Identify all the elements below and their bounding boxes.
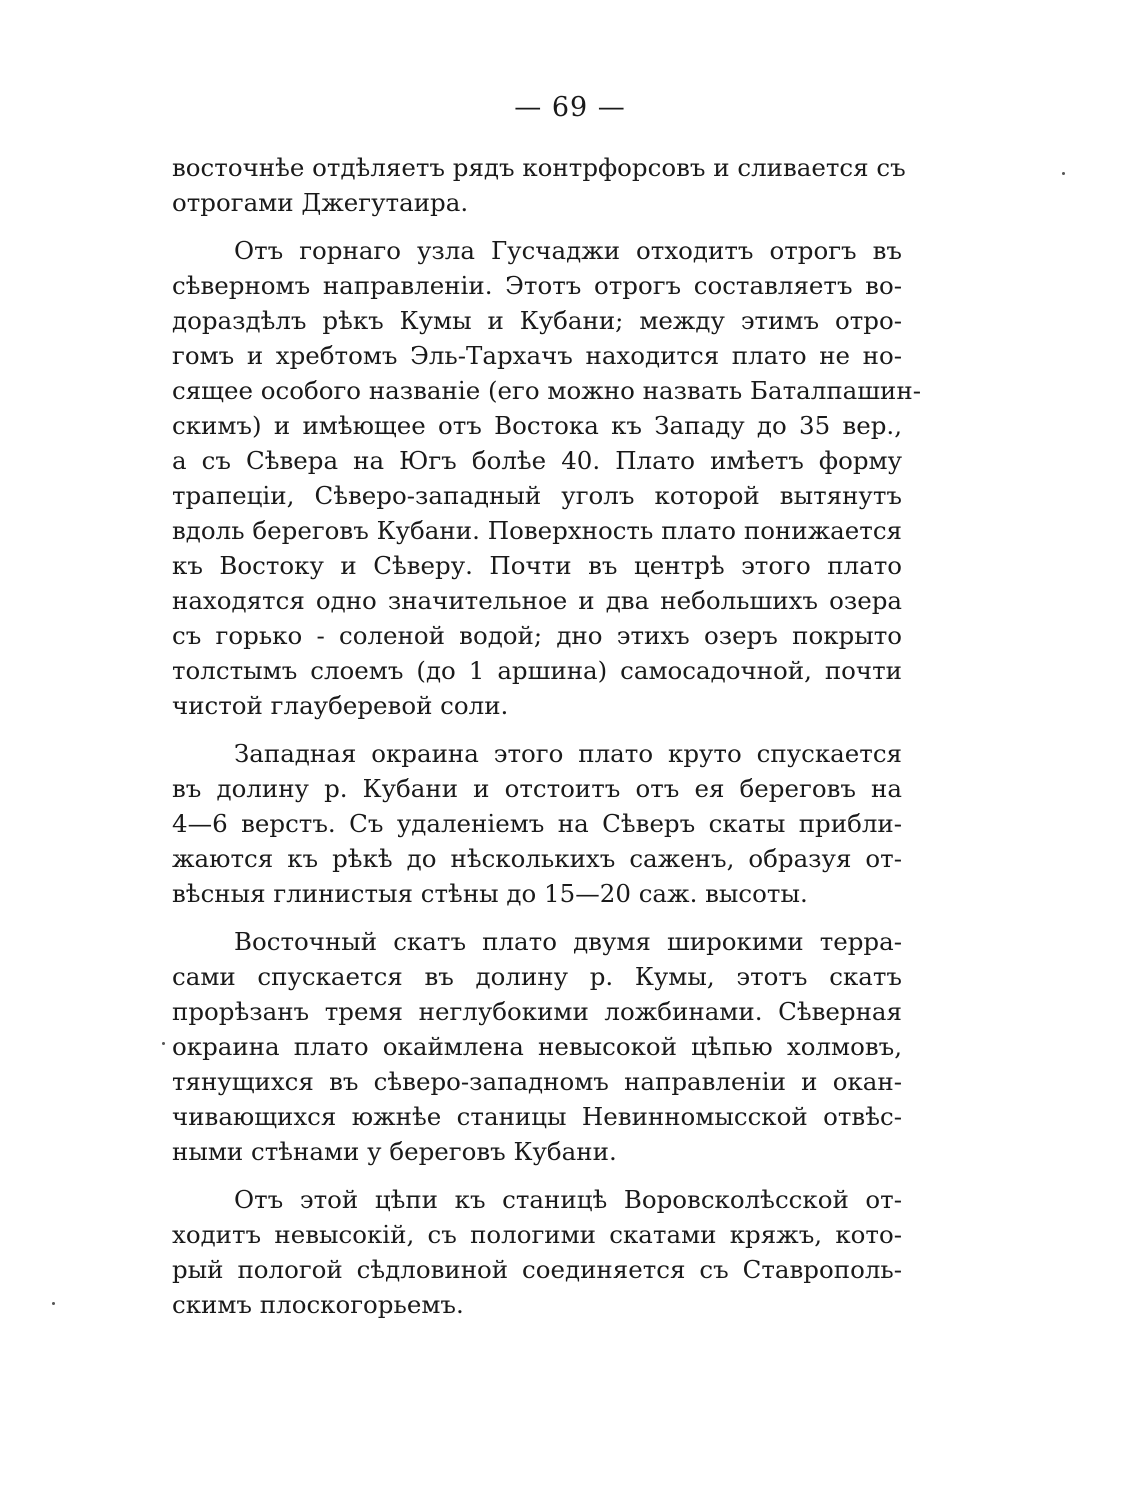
paragraph (172, 736, 902, 911)
scan-speck (52, 1302, 55, 1305)
text-line: въ долину р. Кубани и отстоитъ отъ ея береговъ на (172, 774, 902, 803)
text-line: чивающихся южнѣе станицы Невинномысской отвѣс- (172, 1102, 902, 1131)
scan-speck (1062, 172, 1065, 175)
text-line: ными стѣнами у береговъ Кубани. (172, 1137, 617, 1166)
text-line: Отъ этой цѣпи къ станицѣ Воровсколѣсской от- (234, 1185, 902, 1214)
text-line: сящее особого названіе (его можно назвать Баталпашин- (172, 376, 921, 405)
text-line: жаются къ рѣкѣ до нѣсколькихъ саженъ, образуя от- (172, 844, 902, 873)
text-line: а съ Сѣвера на Югъ болѣе 40. Плато имѣетъ форму (172, 446, 902, 475)
text-line: окраина плато окаймлена невысокой цѣпью холмовъ, (172, 1032, 902, 1061)
text-line: тянущихся въ сѣверо-западномъ направленіи и окан- (172, 1067, 902, 1096)
paragraph (172, 924, 902, 1169)
scan-speck (162, 1042, 165, 1045)
text-line: находятся одно значительное и два небольшихъ озера (172, 586, 902, 615)
text-line: сѣверномъ направленіи. Этотъ отрогъ составляетъ во- (172, 271, 902, 300)
text-line: 4—6 верстъ. Съ удаленіемъ на Сѣверъ скаты прибли- (172, 809, 902, 838)
text-line: вѣсныя глинистыя стѣны до 15—20 саж. высоты. (172, 879, 808, 908)
text-line: восточнѣе отдѣляетъ рядъ контрфорсовъ и сливается съ (172, 153, 906, 182)
text-line: Западная окраина этого плато круто спускается (234, 739, 902, 768)
paragraph (172, 1182, 902, 1322)
text-line: рый пологой сѣдловиной соединяется съ Ставрополь- (172, 1255, 902, 1284)
text-line: трапеціи, Сѣверо-западный уголъ которой вытянутъ (172, 481, 902, 510)
text-line: прорѣзанъ тремя неглубокими ложбинами. Сѣверная (172, 997, 902, 1026)
text-line: отрогами Джегутаира. (172, 188, 469, 217)
text-line: вдоль береговъ Кубани. Поверхность плато понижается (172, 516, 902, 545)
text-line: скимъ) и имѣющее отъ Востока къ Западу до 35 вер., (172, 411, 902, 440)
text-line: Восточный скатъ плато двумя широкими терра- (234, 927, 902, 956)
text-line: дораздѣлъ рѣкъ Кумы и Кубани; между этимъ отро- (172, 306, 902, 335)
text-line: скимъ плоскогорьемъ. (172, 1290, 464, 1319)
text-line: Отъ горнаго узла Гусчаджи отходитъ отрогъ въ (234, 236, 902, 265)
body-text (172, 150, 921, 1335)
paragraph (172, 233, 921, 723)
paragraph (172, 150, 906, 220)
text-line: съ горько - соленой водой; дно этихъ озеръ покрыто (172, 621, 902, 650)
text-line: ходитъ невысокій, съ пологими скатами кряжъ, кото- (172, 1220, 902, 1249)
text-line: сами спускается въ долину р. Кумы, этотъ скатъ (172, 962, 902, 991)
text-line: толстымъ слоемъ (до 1 аршина) самосадочной, почти (172, 656, 902, 685)
text-line: къ Востоку и Сѣверу. Почти въ центрѣ этого плато (172, 551, 902, 580)
page-number: — 69 — (514, 92, 626, 123)
text-line: чистой глауберевой соли. (172, 691, 509, 720)
text-line: гомъ и хребтомъ Эль-Тархачъ находится плато не но- (172, 341, 902, 370)
